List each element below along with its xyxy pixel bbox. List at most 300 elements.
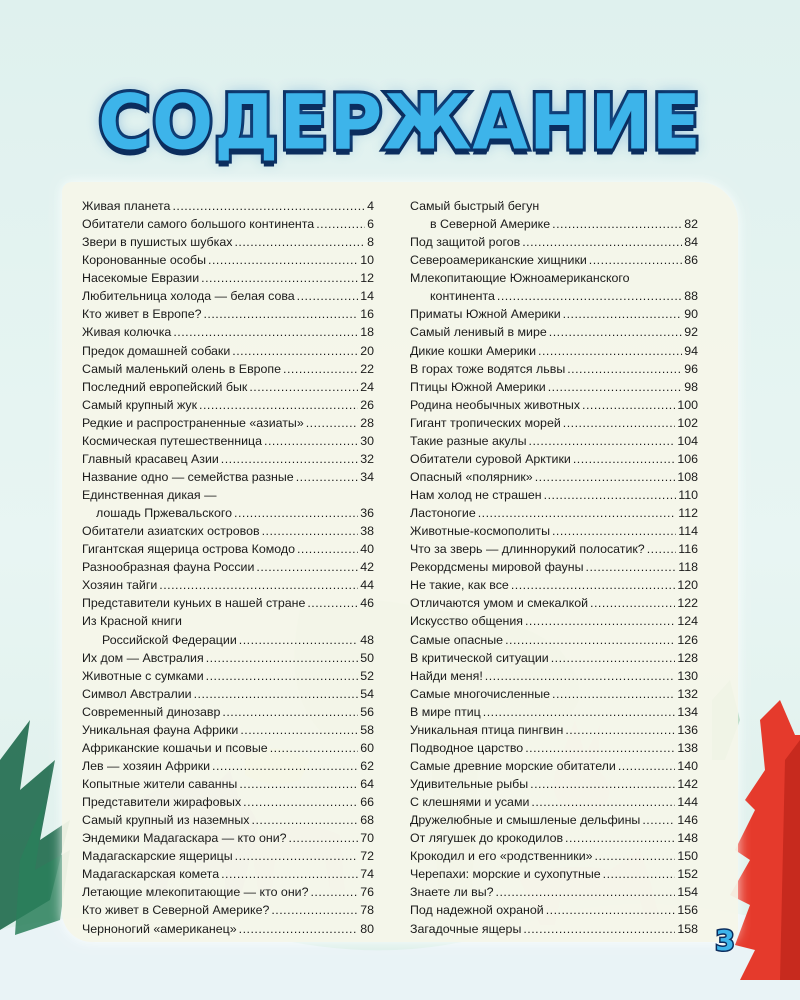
dot-leader [234,233,365,251]
toc-entry[interactable] [82,631,374,649]
toc-entry[interactable] [410,920,698,938]
toc-entry-page: 64 [360,777,374,791]
toc-entry[interactable] [82,920,374,938]
toc-entry[interactable] [82,287,374,305]
toc-entry[interactable] [410,215,698,233]
toc-entry-title: Африканские кошачьи и псовые [82,740,268,755]
toc-entry[interactable] [82,594,374,612]
dot-leader [603,865,676,883]
toc-entry-title: Кто живет в Европе? [82,307,202,322]
dot-leader [497,287,682,305]
toc-entry[interactable] [82,739,374,757]
dot-leader [194,685,359,703]
toc-entry-page: 140 [677,758,698,773]
toc-entry[interactable] [410,847,698,865]
toc-entry-title: Современный динозавр [82,704,221,719]
toc-entry[interactable] [82,703,374,721]
toc-entry-title: Обитатели суровой Арктики [410,451,571,466]
dot-leader [551,649,676,667]
dot-leader [252,811,359,829]
toc-entry-title: Гигант тропических морей [410,415,561,430]
toc-entry[interactable] [82,829,374,847]
dot-leader [565,721,675,739]
toc-entry-title: Их дом — Австралия [82,650,204,665]
toc-entry[interactable] [82,233,374,251]
toc-entry-title: Последний европейский бык [82,379,248,394]
toc-entry-page: 90 [684,307,698,322]
toc-entry[interactable] [82,486,374,504]
toc-entry[interactable] [410,305,698,323]
dot-leader [552,215,682,233]
toc-right-column [410,197,698,938]
toc-entry[interactable] [410,631,698,649]
toc-entry-page: 58 [360,722,374,737]
toc-entry[interactable] [82,522,374,540]
toc-entry-page: 156 [677,903,698,918]
toc-entry-title: Не такие, как все [410,578,509,593]
toc-entry-title: Родина необычных животных [410,397,581,412]
toc-entry[interactable] [410,522,698,540]
toc-entry-page: 132 [677,686,698,701]
toc-entry[interactable] [82,396,374,414]
toc-entry-page: 150 [677,849,698,864]
toc-entry-page: 102 [677,415,698,430]
toc-entry-page: 116 [678,542,698,557]
toc-entry-title: Знаете ли вы? [410,885,494,900]
toc-entry[interactable] [410,378,698,396]
toc-entry[interactable] [410,793,698,811]
toc-entry[interactable] [410,901,698,919]
toc-entry-page: 148 [677,831,698,846]
toc-entry-page: 60 [360,740,374,755]
toc-entry-page: 44 [360,578,374,593]
toc-entry[interactable] [410,450,698,468]
toc-entry-page: 104 [677,433,698,448]
toc-entry-page: 108 [677,469,698,484]
toc-entry-title: Подводное царство [410,740,524,755]
toc-entry-title: Удивительные рыбы [410,777,529,791]
toc-entry-page: 110 [678,488,698,502]
toc-entry[interactable] [82,685,374,703]
toc-entry-page: 26 [360,397,374,412]
dot-leader [256,558,358,576]
toc-entry-title: Животные с сумками [82,668,204,683]
dot-leader [548,378,683,396]
dot-leader [221,865,358,883]
toc-entry[interactable] [82,865,374,883]
toc-entry-title: Самый крупный жук [82,397,198,412]
toc-entry[interactable] [410,576,698,594]
dot-leader [505,631,675,649]
toc-entry-page: 84 [684,235,698,250]
toc-entry-title: Дикие кошки Америки [410,343,536,358]
toc-entry[interactable] [82,883,374,901]
toc-entry-page: 114 [678,524,698,539]
dot-leader [173,323,358,341]
toc-entry-page: 8 [367,235,374,250]
toc-entry-page: 22 [360,361,374,376]
dot-leader [525,739,675,757]
toc-entry[interactable] [82,251,374,269]
toc-entry[interactable] [82,793,374,811]
toc-entry-title: Символ Австралии [82,686,192,701]
dot-leader [538,342,682,360]
toc-entry[interactable] [82,612,374,630]
toc-entry-page: 4 [367,199,374,213]
toc-entry-title: Живая колючка [82,325,172,340]
dot-leader [565,829,675,847]
toc-entry[interactable] [410,468,698,486]
toc-entry[interactable] [82,323,374,341]
toc-entry-title: Космическая путешественница [82,433,262,448]
dot-leader [573,450,676,468]
toc-entry-page: 88 [684,289,698,304]
dot-leader [546,901,676,919]
dot-leader [222,703,358,721]
toc-entry[interactable] [410,649,698,667]
toc-entry-page: 138 [677,740,698,755]
toc-entry-title: Представители куньих в нашей стране [82,596,306,611]
toc-entry-title: континента [430,289,495,304]
dot-leader [531,793,675,811]
toc-entry-title: Млекопитающие Южноамериканского [410,271,630,286]
toc-entry-title: Лев — хозяин Африки [82,758,211,773]
toc-entry-page: 80 [360,921,374,936]
dot-leader [283,360,358,378]
toc-entry-page: 112 [678,506,698,521]
toc-entry[interactable] [82,576,374,594]
dot-leader [239,775,358,793]
toc-entry-page: 24 [360,379,374,394]
dot-leader [212,757,358,775]
toc-entry-page: 46 [360,596,374,611]
dot-leader [306,414,358,432]
toc-entry-page: 74 [360,867,374,882]
dot-leader [552,522,676,540]
toc-entry[interactable] [410,612,698,630]
toc-entry-page: 122 [677,596,698,611]
dot-leader [525,612,675,630]
toc-entry-title: Нам холод не страшен [410,488,542,502]
toc-entry-page: 100 [677,397,698,412]
toc-entry[interactable] [82,847,374,865]
toc-entry-title: Название одно — семейства разные [82,469,294,484]
toc-entry[interactable] [410,504,698,522]
toc-entry-title: Самые древние морские обитатели [410,758,616,773]
toc-entry[interactable] [410,486,698,504]
dot-leader [310,883,358,901]
toc-entry-page: 50 [360,650,374,665]
toc-entry-page: 92 [684,325,698,340]
toc-entry[interactable] [82,360,374,378]
toc-entry[interactable] [82,649,374,667]
toc-entry-title: Искусство общения [410,614,523,629]
toc-entry-title: Кто живет в Северной Америке? [82,903,270,918]
toc-entry[interactable] [82,269,374,287]
toc-entry[interactable] [410,685,698,703]
dot-leader [297,540,358,558]
toc-entry[interactable] [410,811,698,829]
toc-entry[interactable] [82,775,374,793]
toc-entry-title: Звери в пушистых шубках [82,235,233,250]
toc-entry[interactable] [410,757,698,775]
toc-entry[interactable] [82,558,374,576]
toc-entry-title: лошадь Пржевальского [96,506,233,521]
toc-entry-page: 56 [360,704,374,719]
toc-entry[interactable] [82,811,374,829]
toc-entry-page: 118 [678,560,698,575]
toc-entry-title: Обитатели азиатских островов [82,524,260,539]
toc-entry[interactable] [410,396,698,414]
toc-entry[interactable] [82,540,374,558]
dot-leader [647,540,677,558]
toc-entry-title: Самые опасные [410,632,504,647]
toc-entry-page: 34 [360,469,374,484]
toc-entry-page: 144 [677,795,698,810]
dot-leader [264,432,358,450]
dot-leader [316,215,365,233]
dot-leader [530,775,675,793]
toc-entry-page: 28 [360,415,374,430]
toc-entry[interactable] [410,883,698,901]
toc-entry-title: Приматы Южной Америки [410,307,561,322]
toc-entry[interactable] [410,342,698,360]
toc-entry-page: 38 [360,524,374,539]
toc-entry-title: Редкие и распространенные «азиаты» [82,415,304,430]
toc-entry-title: Разнообразная фауна России [82,560,255,575]
toc-entry-title: Любительница холода — белая сова [82,289,295,304]
toc-entry[interactable] [410,323,698,341]
toc-entry-title: Черепахи: морские и сухопутные [410,867,601,882]
page-title: СОДЕРЖАНИЕ [98,77,702,167]
toc-entry[interactable] [410,360,698,378]
toc-entry-page: 94 [684,343,698,358]
dot-leader [297,287,359,305]
toc-entry-page: 48 [360,632,374,647]
toc-entry-title: Североамериканские хищники [410,253,587,268]
toc-entry[interactable] [410,558,698,576]
toc-entry-page: 142 [677,777,698,791]
dot-leader [234,504,358,522]
toc-entry-title: Дружелюбные и смышленые дельфины [410,813,641,828]
toc-entry-title: Рекордсмены мировой фауны [410,560,584,575]
dot-leader [496,883,676,901]
toc-entry-page: 120 [677,578,698,593]
toc-entry[interactable] [410,775,698,793]
toc-entry-page: 128 [677,650,698,665]
toc-entry-page: 14 [360,289,374,304]
toc-entry-title: В горах тоже водятся львы [410,361,566,376]
toc-entry-title: Уникальная фауна Африки [82,722,239,737]
toc-entry-page: 154 [677,885,698,900]
toc-entry[interactable] [410,197,698,215]
dot-leader [232,342,358,360]
toc-entry-title: В мире птиц [410,704,481,719]
dot-leader [589,251,682,269]
dot-leader [172,197,365,215]
dot-leader [296,468,359,486]
toc-entry-title: Летающие млекопитающие — кто они? [82,885,309,900]
dot-leader [483,703,676,721]
dot-leader [240,721,358,739]
toc-entry-title: Опасный «полярник» [410,469,533,484]
toc-entry-page: 18 [360,325,374,340]
toc-entry-page: 126 [677,632,698,647]
toc-entry-page: 82 [684,217,698,232]
dot-leader [618,757,675,775]
toc-entry-title: Мадагаскарская комета [82,867,220,882]
toc-entry-title: Ластоногие [410,506,476,521]
toc-entry[interactable] [82,667,374,685]
toc-entry-title: Самый крупный из наземных [82,813,250,828]
dot-leader [199,396,358,414]
toc-entry-title: Отличаются умом и смекалкой [410,596,589,611]
dot-leader [239,920,359,938]
toc-entry[interactable] [410,540,698,558]
dot-leader [642,811,675,829]
toc-entry-title: Предок домашней собаки [82,343,231,358]
toc-entry-page: 30 [360,433,374,448]
toc-entry-page: 16 [360,307,374,322]
toc-entry-title: Обитатели самого большого континента [82,217,315,232]
toc-entry-page: 40 [360,542,374,557]
toc-entry[interactable] [410,721,698,739]
toc-entry-page: 20 [360,343,374,358]
toc-entry-title: Единственная дикая — [82,488,217,502]
dot-leader [206,649,359,667]
toc-entry-page: 130 [677,668,698,683]
toc-entry-page: 36 [360,506,374,521]
dot-leader [201,269,358,287]
toc-entry-page: 136 [677,722,698,737]
toc-entry-title: Российской Федерации [102,632,237,647]
toc-entry-page: 152 [677,867,698,882]
toc-entry-page: 86 [684,253,698,268]
toc-entry[interactable] [410,667,698,685]
dot-leader [289,829,359,847]
toc-entry-title: Коронованные особы [82,253,207,268]
dot-leader [563,414,676,432]
dot-leader [262,522,359,540]
toc-entry-page: 10 [360,253,374,268]
toc-entry[interactable] [82,450,374,468]
dot-leader [549,323,682,341]
toc-entry-title: Из Красной книги [82,614,182,629]
dot-leader [523,920,675,938]
dot-leader [535,468,676,486]
toc-entry-title: Копытные жители саванны [82,777,238,791]
dot-leader [307,594,358,612]
dot-leader [582,396,675,414]
toc-entry-title: Птицы Южной Америки [410,379,546,394]
toc-entry[interactable] [410,703,698,721]
toc-entry-page: 146 [677,813,698,828]
toc-entry[interactable] [82,901,374,919]
toc-entry-page: 54 [360,686,374,701]
dot-leader [203,305,358,323]
toc-entry[interactable] [410,594,698,612]
toc-entry[interactable] [410,233,698,251]
toc-entry-page: 12 [360,271,374,286]
toc-entry[interactable] [410,269,698,287]
toc-entry[interactable] [82,342,374,360]
dot-leader [271,901,358,919]
toc-entry[interactable] [410,251,698,269]
toc-entry[interactable] [82,414,374,432]
toc-entry-title: Животные-космополиты [410,524,550,539]
toc-entry[interactable] [410,287,698,305]
toc-entry[interactable] [82,378,374,396]
dot-leader [595,847,676,865]
toc-entry-page: 62 [360,758,374,773]
toc-entry[interactable] [410,829,698,847]
dot-leader [511,576,676,594]
dot-leader [522,233,682,251]
toc-entry[interactable] [82,757,374,775]
toc-entry-page: 134 [677,704,698,719]
dot-leader [208,251,358,269]
toc-entry-title: Уникальная птица пингвин [410,722,564,737]
toc-entry[interactable] [82,305,374,323]
dot-leader [206,667,359,685]
toc-entry-title: Главный красавец Азии [82,451,219,466]
dot-leader [485,667,676,685]
toc-entry[interactable] [82,215,374,233]
toc-entry-page: 158 [677,921,698,936]
toc-entry-page: 42 [360,560,374,575]
toc-entry[interactable] [82,504,374,522]
toc-entry-page: 78 [360,903,374,918]
toc-entry-title: В критической ситуации [410,650,549,665]
toc-entry[interactable] [82,468,374,486]
toc-entry[interactable] [410,414,698,432]
dot-leader [221,450,358,468]
toc-entry-title: Насекомые Евразии [82,271,200,286]
toc-entry-title: Такие разные акулы [410,433,527,448]
toc-entry-title: Самые многочисленные [410,686,551,701]
dot-leader [235,847,359,865]
toc-entry-page: 52 [360,668,374,683]
dot-leader [270,739,359,757]
toc-entry-title: От лягушек до крокодилов [410,831,564,846]
toc-entry-title: Под надежной охраной [410,903,544,918]
toc-entry-title: Самый маленький олень в Европе [82,361,282,376]
toc-entry-title: С клешнями и усами [410,795,530,810]
toc-entry-page: 32 [360,451,374,466]
dot-leader [567,360,682,378]
dot-leader [563,305,683,323]
toc-entry-title: Мадагаскарские ящерицы [82,849,233,864]
toc-entry[interactable] [82,197,374,215]
toc-entry-title: Загадочные ящеры [410,921,522,936]
dot-leader [239,631,358,649]
page-number: 3 [715,924,735,957]
toc-entry[interactable] [410,739,698,757]
toc-entry-page: 68 [360,813,374,828]
toc-entry[interactable] [410,865,698,883]
toc-entry[interactable] [82,432,374,450]
toc-entry[interactable] [410,432,698,450]
toc-entry-title: Хозяин тайги [82,578,158,593]
dot-leader [544,486,677,504]
toc-entry-page: 106 [677,451,698,466]
toc-entry-title: Под защитой рогов [410,235,521,250]
toc-entry-page: 66 [360,795,374,810]
toc-entry-title: Крокодил и его «родственники» [410,849,593,864]
toc-entry[interactable] [82,721,374,739]
toc-entry-title: Что за зверь — длиннорукий полосатик? [410,542,645,557]
toc-left-column [82,197,374,938]
